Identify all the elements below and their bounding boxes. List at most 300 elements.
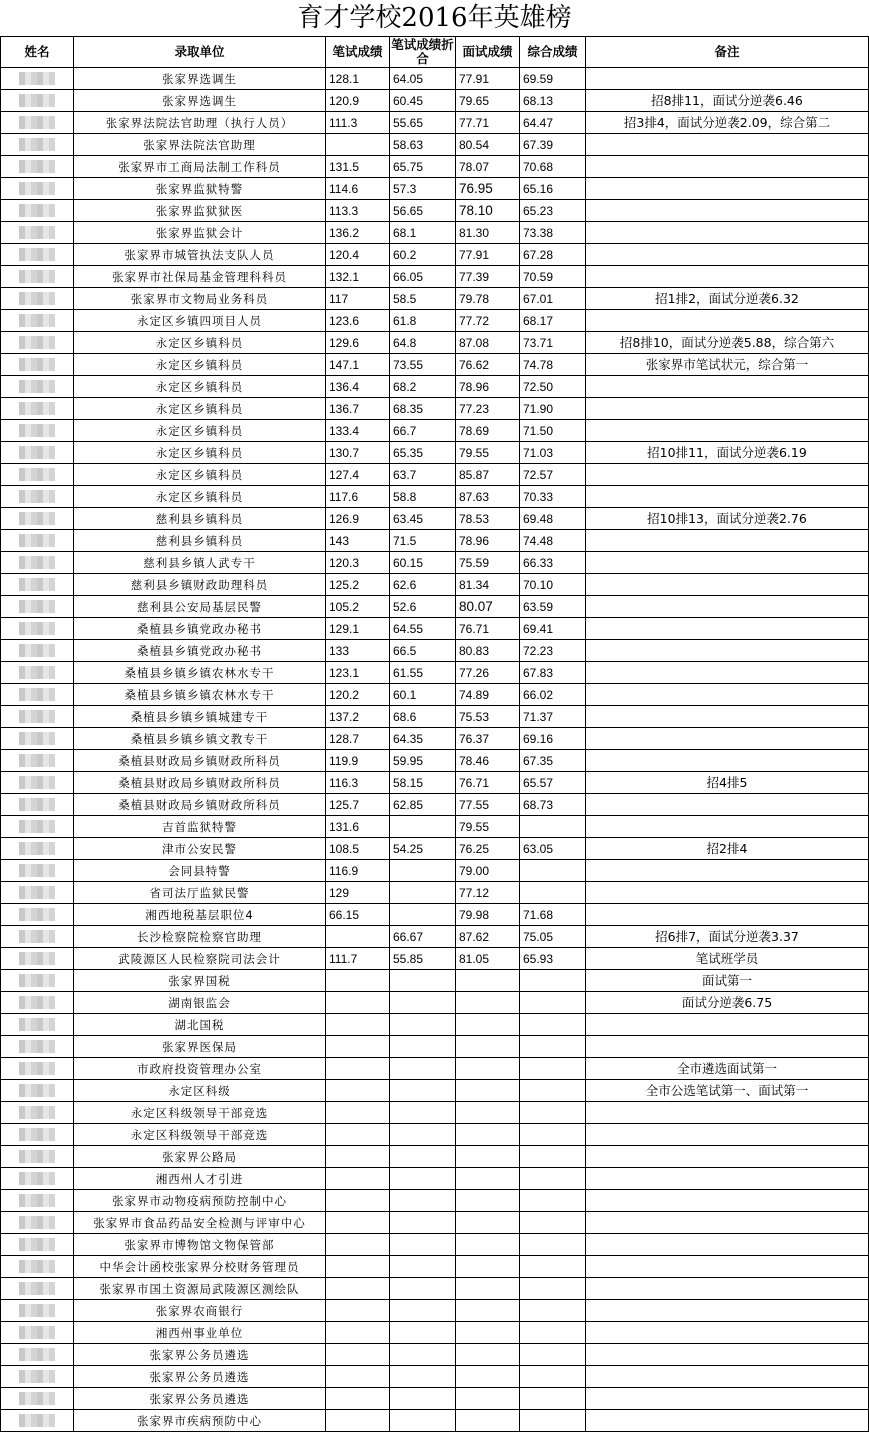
cell-written-converted: 68.2: [390, 376, 456, 398]
cell-interview-score: 74.89: [456, 684, 520, 706]
cell-total-score: 66.02: [520, 684, 586, 706]
cell-written-score: 117.6: [326, 486, 390, 508]
cell-unit: 张家界选调生: [74, 68, 326, 90]
cell-written-converted: [390, 1388, 456, 1410]
cell-written-score: 125.7: [326, 794, 390, 816]
cell-note: [586, 530, 869, 552]
cell-interview-score: 87.62: [456, 926, 520, 948]
cell-interview-score: 78.07: [456, 156, 520, 178]
cell-interview-score: [456, 1300, 520, 1322]
redacted-name: [1, 1168, 74, 1190]
cell-note: [586, 794, 869, 816]
cell-note: [586, 156, 869, 178]
results-body: [1, 68, 869, 1432]
cell-written-score: [326, 1410, 390, 1432]
cell-total-score: [520, 1322, 586, 1344]
cell-written-converted: [390, 1014, 456, 1036]
redacted-name: [1, 1234, 74, 1256]
blurred-name-mosaic: [19, 336, 55, 349]
cell-written-converted: 65.75: [390, 156, 456, 178]
blurred-name-mosaic: [19, 842, 55, 855]
cell-written-score: 133.4: [326, 420, 390, 442]
table-row: [1, 1322, 869, 1344]
cell-total-score: 68.17: [520, 310, 586, 332]
cell-unit: 张家界市疾病预防中心: [74, 1410, 326, 1432]
cell-interview-score: 78.96: [456, 376, 520, 398]
cell-written-converted: 65.35: [390, 442, 456, 464]
cell-written-score: 113.3: [326, 200, 390, 222]
cell-interview-score: [456, 1322, 520, 1344]
cell-written-score: [326, 1124, 390, 1146]
cell-written-score: 120.9: [326, 90, 390, 112]
cell-unit: 张家界市工商局法制工作科员: [74, 156, 326, 178]
cell-written-score: 147.1: [326, 354, 390, 376]
cell-unit: 张家界法院法官助理: [74, 134, 326, 156]
cell-written-score: [326, 1080, 390, 1102]
blurred-name-mosaic: [19, 1194, 55, 1207]
cell-written-score: 116.3: [326, 772, 390, 794]
redacted-name: [1, 244, 74, 266]
cell-written-converted: 68.6: [390, 706, 456, 728]
blurred-name-mosaic: [19, 226, 55, 239]
cell-written-converted: 64.35: [390, 728, 456, 750]
cell-total-score: [520, 1014, 586, 1036]
redacted-name: [1, 310, 74, 332]
cell-written-converted: 59.95: [390, 750, 456, 772]
cell-written-score: 119.9: [326, 750, 390, 772]
cell-written-score: 108.5: [326, 838, 390, 860]
cell-note: 面试第一: [586, 970, 869, 992]
table-row: [1, 1168, 869, 1190]
header-written-converted: 笔试成绩折合: [391, 37, 454, 66]
cell-unit: 张家界公务员遴选: [74, 1344, 326, 1366]
blurred-name-mosaic: [19, 72, 55, 85]
cell-unit: 会同县特警: [74, 860, 326, 882]
cell-interview-score: 76.71: [456, 772, 520, 794]
cell-written-score: 130.7: [326, 442, 390, 464]
blurred-name-mosaic: [19, 776, 55, 789]
cell-total-score: 69.16: [520, 728, 586, 750]
cell-note: [586, 244, 869, 266]
cell-total-score: [520, 1344, 586, 1366]
cell-written-converted: [390, 992, 456, 1014]
cell-written-converted: [390, 1036, 456, 1058]
table-row: [1, 904, 869, 926]
cell-total-score: [520, 860, 586, 882]
table-row: [1, 1388, 869, 1410]
cell-note: [586, 1322, 869, 1344]
cell-note: [586, 552, 869, 574]
cell-unit: 武陵源区人民检察院司法会计: [74, 948, 326, 970]
cell-interview-score: 77.91: [456, 244, 520, 266]
cell-interview-score: 81.05: [456, 948, 520, 970]
blurred-name-mosaic: [19, 248, 55, 261]
cell-written-score: [326, 1234, 390, 1256]
redacted-name: [1, 574, 74, 596]
table-row: [1, 1366, 869, 1388]
table-row: [1, 816, 869, 838]
cell-unit: 张家界医保局: [74, 1036, 326, 1058]
cell-total-score: 68.73: [520, 794, 586, 816]
cell-written-score: 105.2: [326, 596, 390, 618]
redacted-name: [1, 596, 74, 618]
table-row: [1, 1190, 869, 1212]
cell-note: [586, 640, 869, 662]
cell-unit: 湖北国税: [74, 1014, 326, 1036]
redacted-name: [1, 1410, 74, 1432]
cell-written-score: 127.4: [326, 464, 390, 486]
redacted-name: [1, 508, 74, 530]
table-row: [1, 1036, 869, 1058]
cell-total-score: 67.01: [520, 288, 586, 310]
cell-written-score: 114.6: [326, 178, 390, 200]
cell-interview-score: 77.23: [456, 398, 520, 420]
blurred-name-mosaic: [19, 666, 55, 679]
header-interview: 面试成绩: [456, 37, 520, 68]
cell-note: [586, 1190, 869, 1212]
blurred-name-mosaic: [19, 600, 55, 613]
cell-note: [586, 1410, 869, 1432]
cell-written-converted: [390, 904, 456, 926]
cell-note: [586, 662, 869, 684]
cell-interview-score: [456, 1168, 520, 1190]
header-total: 综合成绩: [520, 37, 586, 68]
cell-note: [586, 464, 869, 486]
table-row: [1, 310, 869, 332]
redacted-name: [1, 640, 74, 662]
cell-written-score: 117: [326, 288, 390, 310]
cell-total-score: [520, 1278, 586, 1300]
cell-written-converted: 61.8: [390, 310, 456, 332]
redacted-name: [1, 1256, 74, 1278]
table-row: [1, 1014, 869, 1036]
cell-total-score: 72.50: [520, 376, 586, 398]
blurred-name-mosaic: [19, 138, 55, 151]
cell-interview-score: [456, 1212, 520, 1234]
cell-written-score: [326, 1278, 390, 1300]
table-row: [1, 1146, 869, 1168]
cell-note: [586, 1388, 869, 1410]
cell-unit: 津市公安民警: [74, 838, 326, 860]
table-row: [1, 1278, 869, 1300]
redacted-name: [1, 684, 74, 706]
table-row: [1, 376, 869, 398]
cell-interview-score: 76.37: [456, 728, 520, 750]
cell-written-converted: 61.55: [390, 662, 456, 684]
cell-total-score: 71.37: [520, 706, 586, 728]
cell-written-score: 129: [326, 882, 390, 904]
cell-interview-score: 78.53: [456, 508, 520, 530]
redacted-name: [1, 134, 74, 156]
cell-written-score: [326, 1256, 390, 1278]
cell-written-score: [326, 1388, 390, 1410]
blurred-name-mosaic: [19, 490, 55, 503]
cell-written-converted: [390, 1366, 456, 1388]
redacted-name: [1, 1146, 74, 1168]
cell-interview-score: 85.87: [456, 464, 520, 486]
blurred-name-mosaic: [19, 1106, 55, 1119]
redacted-name: [1, 1102, 74, 1124]
cell-interview-score: 79.00: [456, 860, 520, 882]
cell-written-score: 133: [326, 640, 390, 662]
table-row: [1, 1080, 869, 1102]
cell-unit: 永定区科级: [74, 1080, 326, 1102]
redacted-name: [1, 992, 74, 1014]
blurred-name-mosaic: [19, 270, 55, 283]
redacted-name: [1, 398, 74, 420]
cell-written-converted: 55.85: [390, 948, 456, 970]
cell-note: 张家界市笔试状元，综合第一: [586, 354, 869, 376]
table-row: [1, 178, 869, 200]
cell-note: [586, 816, 869, 838]
cell-total-score: 64.47: [520, 112, 586, 134]
blurred-name-mosaic: [19, 380, 55, 393]
cell-unit: 慈利县乡镇科员: [74, 508, 326, 530]
blurred-name-mosaic: [19, 358, 55, 371]
results-table: [0, 36, 869, 1432]
cell-note: [586, 1146, 869, 1168]
redacted-name: [1, 1278, 74, 1300]
redacted-name: [1, 222, 74, 244]
cell-written-converted: [390, 1278, 456, 1300]
redacted-name: [1, 156, 74, 178]
cell-total-score: 70.59: [520, 266, 586, 288]
table-row: [1, 288, 869, 310]
cell-written-converted: [390, 1300, 456, 1322]
cell-total-score: [520, 1300, 586, 1322]
redacted-name: [1, 750, 74, 772]
cell-interview-score: [456, 1410, 520, 1432]
cell-written-converted: 55.65: [390, 112, 456, 134]
table-row: [1, 508, 869, 530]
cell-total-score: [520, 1234, 586, 1256]
cell-note: [586, 1344, 869, 1366]
redacted-name: [1, 706, 74, 728]
cell-unit: 桑植县财政局乡镇财政所科员: [74, 772, 326, 794]
cell-written-converted: [390, 970, 456, 992]
table-row: [1, 1344, 869, 1366]
cell-unit: 张家界法院法官助理（执行人员）: [74, 112, 326, 134]
cell-interview-score: [456, 1014, 520, 1036]
cell-note: 招4排5: [586, 772, 869, 794]
cell-unit: 张家界农商银行: [74, 1300, 326, 1322]
redacted-name: [1, 112, 74, 134]
table-row: [1, 68, 869, 90]
table-row: [1, 398, 869, 420]
cell-written-score: [326, 134, 390, 156]
cell-written-score: 125.2: [326, 574, 390, 596]
blurred-name-mosaic: [19, 732, 55, 745]
cell-total-score: 74.78: [520, 354, 586, 376]
cell-written-converted: 64.05: [390, 68, 456, 90]
cell-total-score: [520, 970, 586, 992]
cell-total-score: 73.71: [520, 332, 586, 354]
redacted-name: [1, 530, 74, 552]
blurred-name-mosaic: [19, 798, 55, 811]
blurred-name-mosaic: [19, 204, 55, 217]
cell-total-score: 69.41: [520, 618, 586, 640]
cell-written-converted: 58.15: [390, 772, 456, 794]
redacted-name: [1, 552, 74, 574]
cell-written-score: 136.4: [326, 376, 390, 398]
blurred-name-mosaic: [19, 1062, 55, 1075]
cell-written-score: [326, 1212, 390, 1234]
table-row: [1, 1212, 869, 1234]
cell-written-score: 128.7: [326, 728, 390, 750]
table-row: [1, 838, 869, 860]
cell-unit: 湘西州事业单位: [74, 1322, 326, 1344]
cell-unit: 桑植县乡镇乡镇农林水专干: [74, 662, 326, 684]
blurred-name-mosaic: [19, 402, 55, 415]
cell-written-score: [326, 926, 390, 948]
blurred-name-mosaic: [19, 1348, 55, 1361]
table-row: [1, 90, 869, 112]
cell-written-converted: 63.7: [390, 464, 456, 486]
cell-total-score: 63.05: [520, 838, 586, 860]
cell-interview-score: [456, 1124, 520, 1146]
cell-interview-score: [456, 1234, 520, 1256]
cell-total-score: 72.57: [520, 464, 586, 486]
cell-written-converted: 54.25: [390, 838, 456, 860]
redacted-name: [1, 464, 74, 486]
cell-total-score: [520, 1080, 586, 1102]
cell-interview-score: 87.63: [456, 486, 520, 508]
cell-unit: 桑植县乡镇乡镇文教专干: [74, 728, 326, 750]
cell-written-converted: 60.45: [390, 90, 456, 112]
cell-note: [586, 266, 869, 288]
cell-written-score: [326, 1146, 390, 1168]
cell-note: [586, 398, 869, 420]
cell-total-score: 73.38: [520, 222, 586, 244]
redacted-name: [1, 178, 74, 200]
redacted-name: [1, 1322, 74, 1344]
cell-total-score: 71.03: [520, 442, 586, 464]
table-row: [1, 662, 869, 684]
redacted-name: [1, 926, 74, 948]
cell-written-score: [326, 1102, 390, 1124]
cell-interview-score: 76.71: [456, 618, 520, 640]
cell-interview-score: [456, 1388, 520, 1410]
cell-written-converted: 60.1: [390, 684, 456, 706]
cell-note: [586, 178, 869, 200]
cell-written-converted: 73.55: [390, 354, 456, 376]
table-row: [1, 486, 869, 508]
blurred-name-mosaic: [19, 930, 55, 943]
cell-unit: 桑植县财政局乡镇财政所科员: [74, 750, 326, 772]
cell-note: 招8排10，面试分逆袭5.88，综合第六: [586, 332, 869, 354]
cell-written-converted: [390, 1256, 456, 1278]
cell-total-score: 69.48: [520, 508, 586, 530]
cell-note: [586, 706, 869, 728]
cell-unit: 永定区乡镇科员: [74, 486, 326, 508]
redacted-name: [1, 618, 74, 640]
cell-unit: 永定区乡镇科员: [74, 442, 326, 464]
blurred-name-mosaic: [19, 1304, 55, 1317]
cell-written-score: [326, 1366, 390, 1388]
cell-note: [586, 574, 869, 596]
blurred-name-mosaic: [19, 710, 55, 723]
cell-written-converted: 68.1: [390, 222, 456, 244]
table-row: [1, 794, 869, 816]
blurred-name-mosaic: [19, 1150, 55, 1163]
cell-note: 招8排11，面试分逆袭6.46: [586, 90, 869, 112]
cell-written-converted: 66.5: [390, 640, 456, 662]
blurred-name-mosaic: [19, 1370, 55, 1383]
cell-note: [586, 684, 869, 706]
cell-written-converted: [390, 1410, 456, 1432]
cell-interview-score: 76.25: [456, 838, 520, 860]
cell-note: [586, 200, 869, 222]
cell-written-converted: [390, 1212, 456, 1234]
cell-interview-score: 77.26: [456, 662, 520, 684]
cell-written-score: 143: [326, 530, 390, 552]
cell-total-score: 67.39: [520, 134, 586, 156]
cell-interview-score: 76.95: [456, 178, 520, 200]
header-name: 姓名: [1, 37, 74, 68]
cell-total-score: [520, 1256, 586, 1278]
cell-written-score: [326, 970, 390, 992]
cell-unit: 湘西州人才引进: [74, 1168, 326, 1190]
blurred-name-mosaic: [19, 1392, 55, 1405]
cell-interview-score: 75.53: [456, 706, 520, 728]
cell-note: 招6排7，面试分逆袭3.37: [586, 926, 869, 948]
header-note: 备注: [586, 37, 869, 68]
cell-interview-score: 79.78: [456, 288, 520, 310]
blurred-name-mosaic: [19, 996, 55, 1009]
blurred-name-mosaic: [19, 1326, 55, 1339]
cell-total-score: 65.23: [520, 200, 586, 222]
cell-note: [586, 860, 869, 882]
cell-note: [586, 1300, 869, 1322]
cell-interview-score: 87.08: [456, 332, 520, 354]
table-row: [1, 200, 869, 222]
cell-unit: 永定区乡镇科员: [74, 354, 326, 376]
cell-note: [586, 1212, 869, 1234]
cell-written-score: [326, 1168, 390, 1190]
blurred-name-mosaic: [19, 1040, 55, 1053]
table-row: [1, 244, 869, 266]
redacted-name: [1, 1036, 74, 1058]
blurred-name-mosaic: [19, 556, 55, 569]
redacted-name: [1, 442, 74, 464]
table-row: [1, 970, 869, 992]
cell-written-converted: 63.45: [390, 508, 456, 530]
table-row: [1, 772, 869, 794]
blurred-name-mosaic: [19, 446, 55, 459]
cell-total-score: 65.57: [520, 772, 586, 794]
table-row: [1, 266, 869, 288]
cell-written-converted: 62.85: [390, 794, 456, 816]
cell-total-score: 70.33: [520, 486, 586, 508]
cell-written-score: 128.1: [326, 68, 390, 90]
cell-total-score: [520, 882, 586, 904]
blurred-name-mosaic: [19, 314, 55, 327]
table-row: [1, 574, 869, 596]
cell-written-score: [326, 992, 390, 1014]
cell-interview-score: 79.65: [456, 90, 520, 112]
cell-note: [586, 1036, 869, 1058]
cell-note: [586, 1234, 869, 1256]
blurred-name-mosaic: [19, 688, 55, 701]
cell-written-converted: [390, 860, 456, 882]
redacted-name: [1, 816, 74, 838]
cell-note: [586, 1168, 869, 1190]
table-row: [1, 750, 869, 772]
cell-written-converted: 58.63: [390, 134, 456, 156]
blurred-name-mosaic: [19, 1216, 55, 1229]
cell-interview-score: 75.59: [456, 552, 520, 574]
table-row: [1, 354, 869, 376]
